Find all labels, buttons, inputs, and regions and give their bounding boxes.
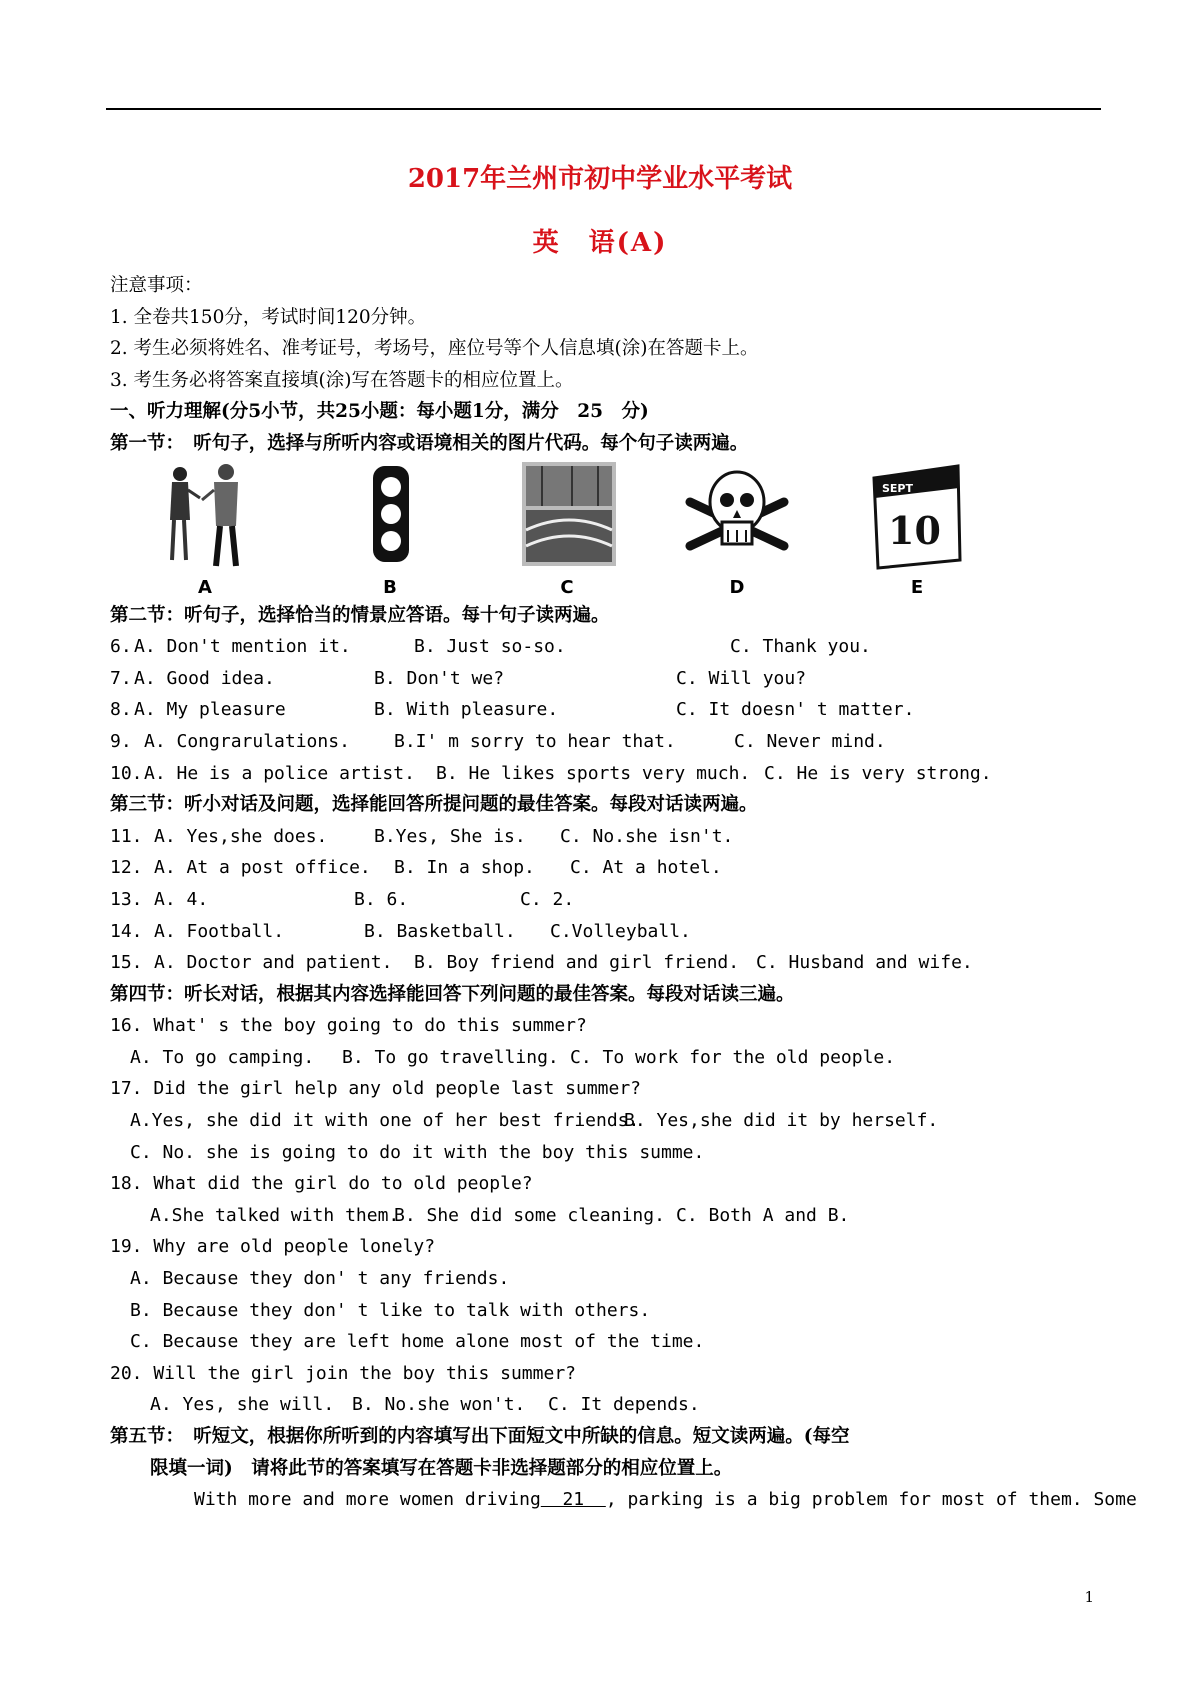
skull-crossbones-icon <box>682 460 792 578</box>
option-c: C. It depends. <box>548 1394 700 1416</box>
question-stem: 16. What' s the boy going to do this summer? <box>110 1015 587 1037</box>
section5-heading-cont: 限填一词) 请将此节的答案填写在答题卡非选择题部分的相应位置上。 <box>150 1457 733 1479</box>
picture-e <box>862 460 972 598</box>
option-c: C. Never mind. <box>734 730 886 752</box>
option-b: B. To go travelling. <box>342 1046 559 1068</box>
option-c: C. No.she isn't. <box>560 825 734 847</box>
traffic-light-icon <box>335 460 445 578</box>
question-number: 12. <box>110 857 143 879</box>
picture-a <box>150 460 260 598</box>
section1-heading: 第一节： 听句子，选择与所听内容或语境相关的图片代码。每个句子读两遍。 <box>110 432 749 454</box>
option-c: C. It doesn' t matter. <box>676 699 915 721</box>
question-number: 7. <box>110 667 132 689</box>
option-c: C.Volleyball. <box>550 920 691 942</box>
picture-label: D <box>729 576 745 598</box>
option-b: B. Because they don' t like to talk with others. <box>130 1299 651 1321</box>
crowd-photo-icon <box>512 460 622 578</box>
answer-blank: 21 <box>540 1489 606 1511</box>
picture-row <box>110 460 1100 598</box>
option-a: A. At a post office. <box>154 857 371 879</box>
option-b: B. 6. <box>354 888 409 910</box>
question-row <box>110 947 1100 979</box>
option-c: C. Thank you. <box>730 636 871 658</box>
picture-b <box>335 460 445 598</box>
option-b: B. With pleasure. <box>374 699 559 721</box>
option-a: A. Yes,she does. <box>154 825 328 847</box>
question-row <box>110 916 1100 948</box>
people-talking-icon <box>150 460 260 578</box>
option-a: A. He is a police artist. <box>144 762 415 784</box>
notes-heading: 注意事项： <box>110 275 203 296</box>
section3-heading: 第三节：听小对话及问题，选择能回答所提问题的最佳答案。每段对话读两遍。 <box>110 794 758 816</box>
picture-label: E <box>910 576 924 598</box>
question-row <box>110 663 1100 695</box>
option-c: C. Husband and wife. <box>756 952 973 974</box>
option-c: C. Will you? <box>676 667 807 689</box>
exam-subject: 英 语(A) <box>532 228 668 258</box>
passage-text: , parking is a big problem for most of them. Some <box>605 1489 1137 1511</box>
option-c: C. To work for the old people. <box>570 1046 896 1068</box>
option-b: B. She did some cleaning. <box>394 1204 665 1226</box>
option-a: A. Yes, she will. <box>150 1394 335 1416</box>
question-row <box>110 1295 1100 1327</box>
option-a: A. Football. <box>154 920 285 942</box>
note-item: 1. 全卷共150分，考试时间120分钟。 <box>110 306 427 328</box>
option-a: A. My pleasure <box>134 699 286 721</box>
question-stem: 20. Will the girl join the boy this summer? <box>110 1362 576 1384</box>
option-a: A. Doctor and patient. <box>154 952 393 974</box>
question-row <box>110 631 1100 663</box>
option-b: B.I' m sorry to hear that. <box>394 730 676 752</box>
passage-line <box>110 1484 1137 1516</box>
picture-d <box>682 460 792 598</box>
option-a: A. Congrarulations. <box>144 730 350 752</box>
part1-heading: 一、听力理解(分5小节，共25小题：每小题1分，满分 25 分) <box>110 401 649 423</box>
section2-heading: 第二节：听句子，选择恰当的情景应答语。每十句子读两遍。 <box>110 604 610 626</box>
question-number: 8. <box>110 699 132 721</box>
exam-title: 2017年兰州市初中学业水平考试 <box>407 164 793 194</box>
option-a: A. Because they don' t any friends. <box>130 1268 510 1290</box>
option-c: C. He is very strong. <box>764 762 992 784</box>
calendar-month: SEPT <box>882 481 914 495</box>
calendar-day: 10 <box>888 507 941 553</box>
question-stem: 18. What did the girl do to old people? <box>110 1173 533 1195</box>
option-a: A. To go camping. <box>130 1046 315 1068</box>
option-c: C. No. she is going to do it with the boy this summe. <box>130 1141 705 1163</box>
option-b: B. Don't we? <box>374 667 505 689</box>
question-row <box>110 758 1100 790</box>
question-row <box>110 1389 1100 1421</box>
option-b: B. He likes sports very much. <box>436 762 751 784</box>
question-row <box>110 1200 1100 1232</box>
question-row <box>110 1263 1100 1295</box>
option-b: B.Yes, She is. <box>374 825 526 847</box>
exam-content <box>110 270 1137 1516</box>
page-number: 1 <box>1084 1588 1094 1606</box>
option-b: B. In a shop. <box>394 857 535 879</box>
question-row <box>110 884 1100 916</box>
picture-c <box>512 460 622 598</box>
option-b: B. No.she won't. <box>352 1394 526 1416</box>
question-row <box>110 1042 1100 1074</box>
calendar-icon <box>862 460 972 578</box>
option-a: A. Don't mention it. <box>134 636 351 658</box>
passage-text: With more and more women driving <box>194 1489 541 1511</box>
question-stem: 19. Why are old people lonely? <box>110 1236 436 1258</box>
section4-heading: 第四节：听长对话，根据其内容选择能回答下列问题的最佳答案。每段对话读三遍。 <box>110 983 795 1005</box>
question-number: 11. <box>110 825 143 847</box>
question-row <box>110 1105 1100 1137</box>
question-row <box>110 694 1100 726</box>
picture-label: A <box>198 576 212 598</box>
question-stem: 17. Did the girl help any old people last summer? <box>110 1078 642 1100</box>
option-c: C. Because they are left home alone most of the time. <box>130 1331 705 1353</box>
note-item: 2. 考生必须将姓名、准考证号，考场号，座位号等个人信息填(涂)在答题卡上。 <box>110 338 759 360</box>
question-number: 15. <box>110 952 143 974</box>
question-row <box>110 1326 1100 1358</box>
picture-label: C <box>560 576 574 598</box>
option-c: C. At a hotel. <box>570 857 722 879</box>
option-a: A. Good idea. <box>134 667 275 689</box>
option-b: B. Boy friend and girl friend. <box>414 952 740 974</box>
question-row <box>110 821 1100 853</box>
question-number: 10. <box>110 762 143 784</box>
question-row <box>110 852 1100 884</box>
picture-label: B <box>383 576 397 598</box>
option-b: B. Just so-so. <box>414 636 566 658</box>
option-c: C. 2. <box>520 888 575 910</box>
section5-heading: 第五节： 听短文，根据你所听到的内容填写出下面短文中所缺的信息。短文读两遍。(每空 <box>110 1426 850 1447</box>
option-a: A. 4. <box>154 888 209 910</box>
question-number: 14. <box>110 920 143 942</box>
option-c: C. Both A and B. <box>676 1204 850 1226</box>
question-number: 9. <box>110 730 132 752</box>
question-row <box>110 726 1100 758</box>
question-number: 6. <box>110 636 132 658</box>
note-item: 3. 考生务必将答案直接填(涂)写在答题卡的相应位置上。 <box>110 369 574 391</box>
question-number: 13. <box>110 888 143 910</box>
top-rule <box>106 108 1101 110</box>
question-row <box>110 1137 1100 1169</box>
option-b: B. Basketball. <box>364 920 516 942</box>
option-b: B. Yes,she did it by herself. <box>624 1110 939 1132</box>
option-a: A.Yes, she did it with one of her best friends. <box>130 1110 640 1132</box>
option-a: A.She talked with them. <box>150 1204 400 1226</box>
